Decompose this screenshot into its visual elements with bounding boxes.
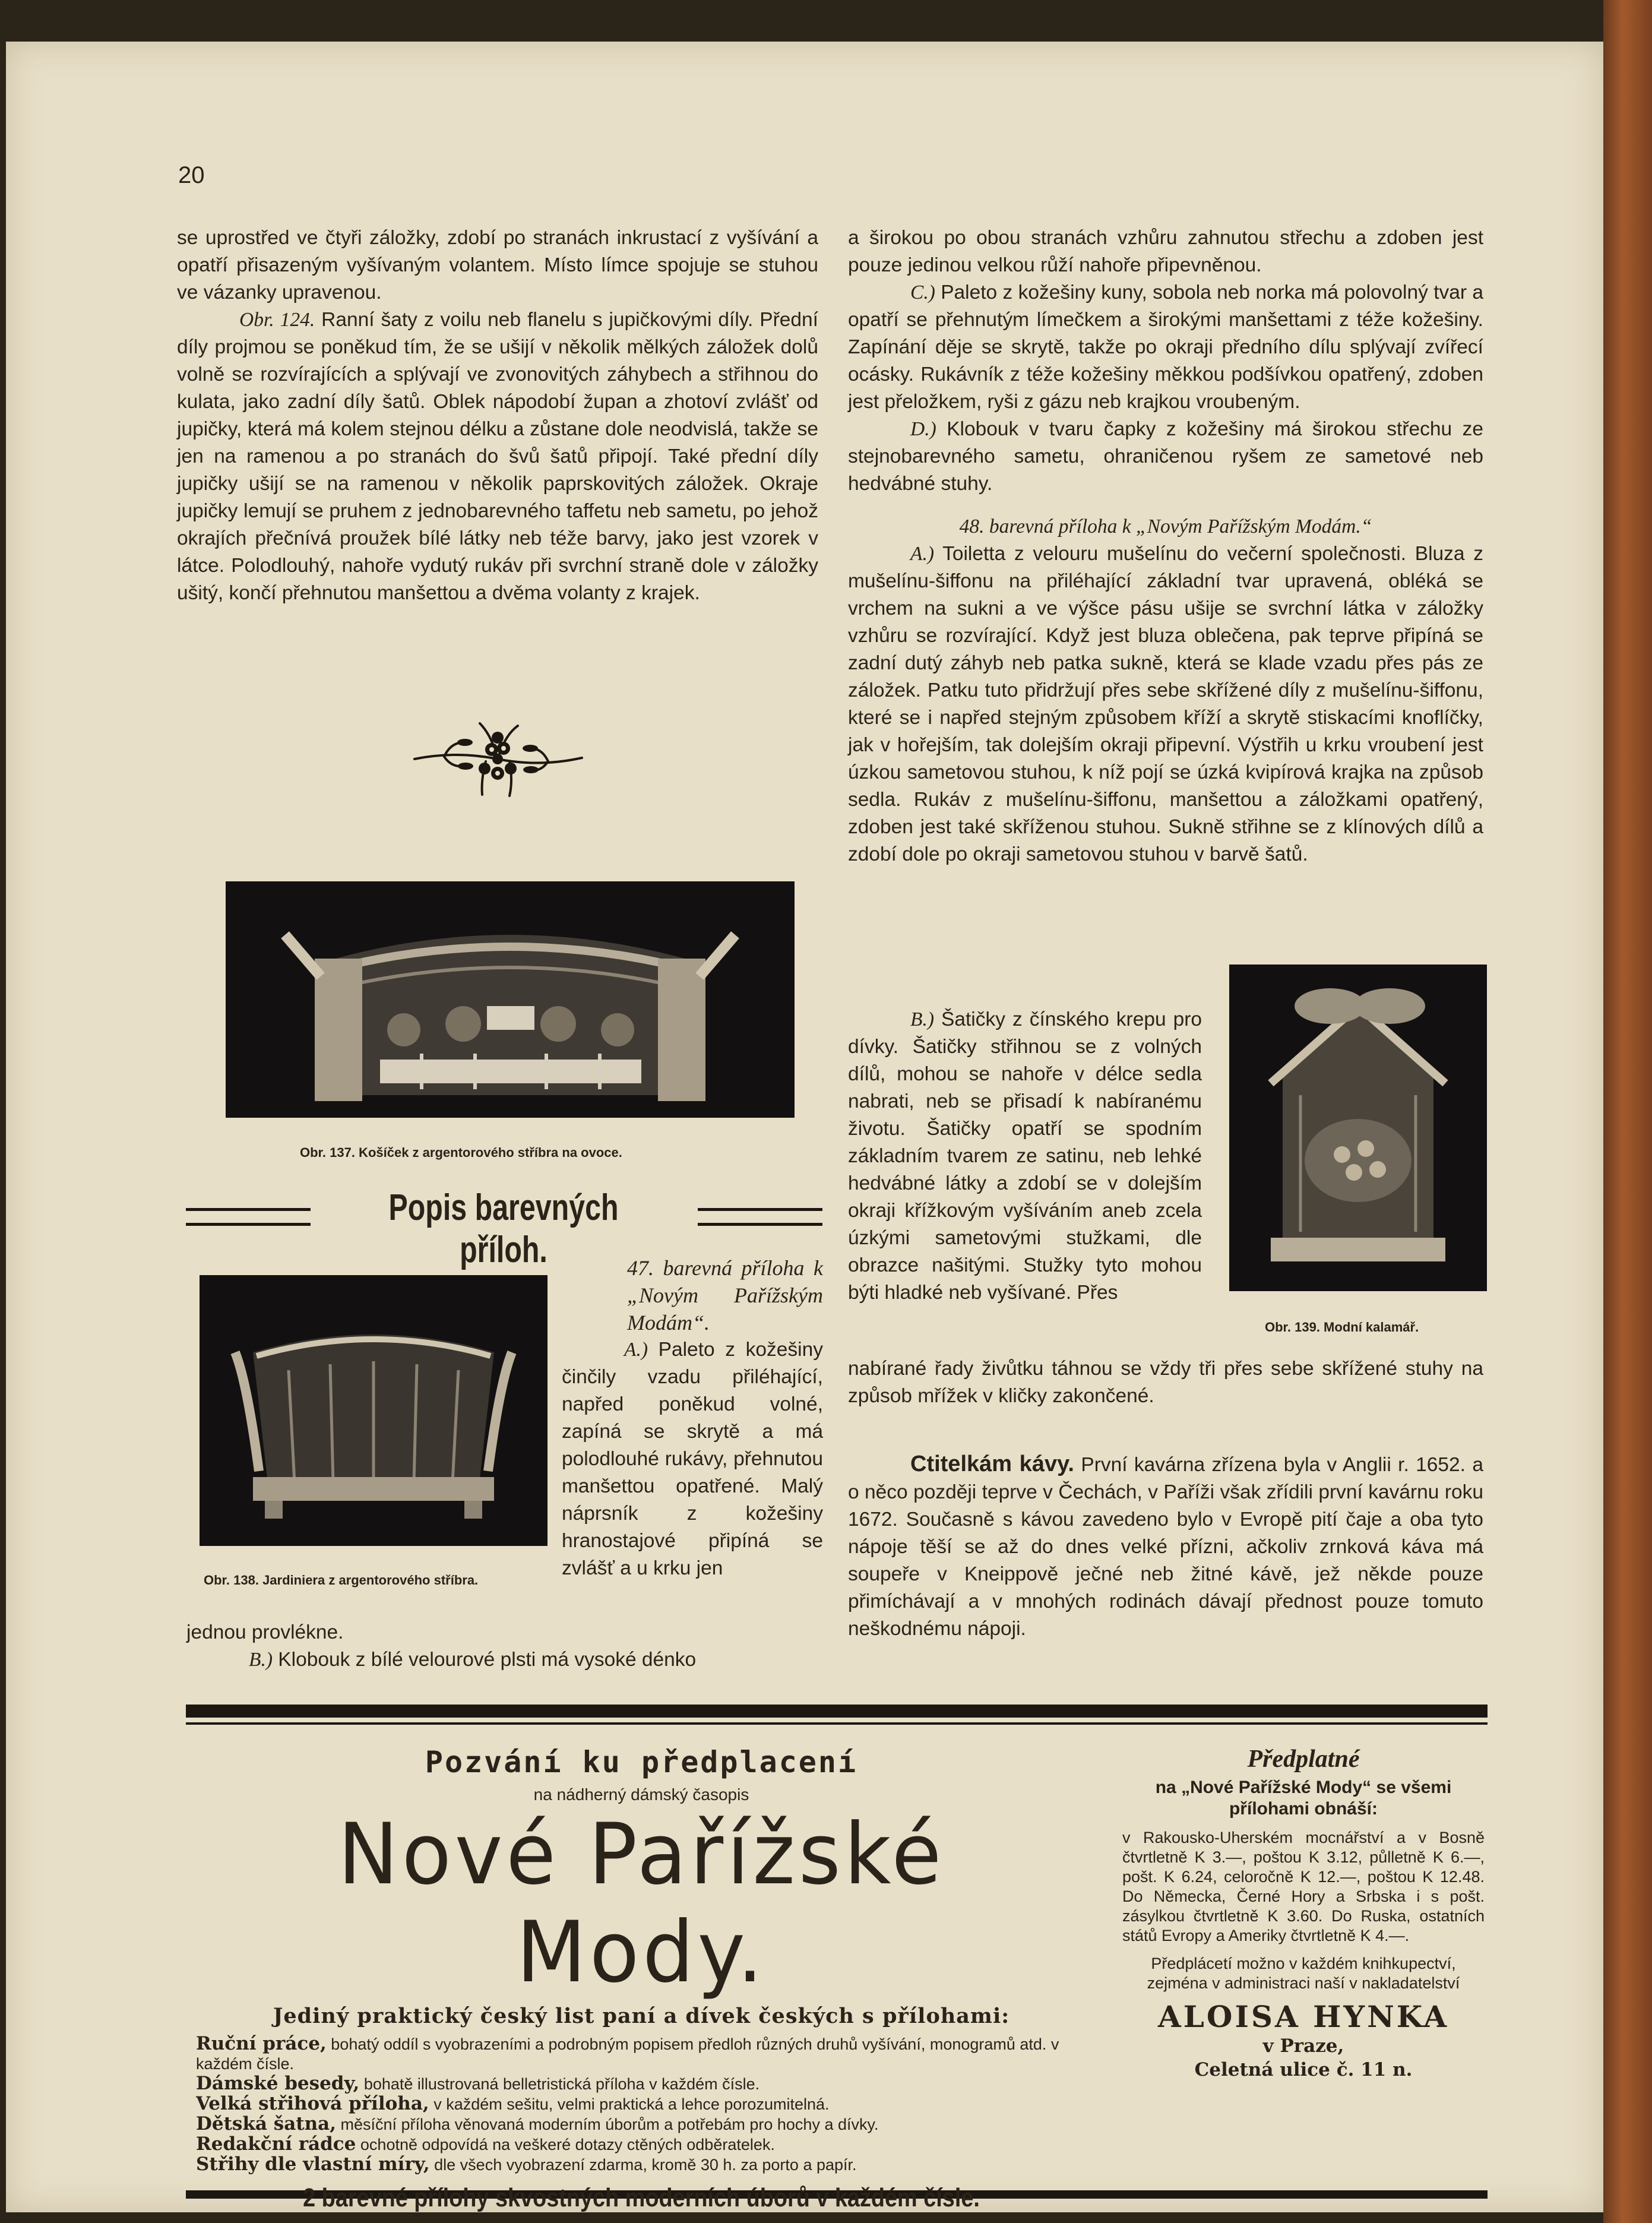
feature-desc: měsíční příloha věnovaná moderním úborům a potřebám pro hochy a dívky. (336, 2116, 879, 2133)
feature-name: Ruční práce, (196, 2033, 327, 2054)
subscription-rates: v Rakousko-Uherském mocnářství a v Bosně čtvrtletně K 3.—, poštou K 3.12, půlletně K 6.—, pošt. K 6.24, celoročně K 12.—, poštou K 12.48. Do Německa, Černé Hory a Srbska i s pošt. zásylkou čtvrtletně K 3.60. Do Ruska, ostatních států Evropy a Ameriky čtvrtletně K 4.—. (1122, 1829, 1485, 1944)
coffee-paragraph (848, 1450, 1483, 1643)
advert-subtitle: na nádherný dámský časopis (533, 1785, 749, 1804)
item-label: A.) (910, 543, 934, 565)
section-title: Popis barevných příloh. (388, 1187, 619, 1270)
coffee-body: První kavárna zřízena byla v Anglii r. 1652. a o něco později teprve v Čechách, v Paříži však zřídili první kavárnu roku 1672. Současně s kávou zavedeno bylo v Evropě pití čaje a oba tyto nápoje těší se až do dnes velké přízni, ačkoliv zrnková káva má soupeře v Kneippově ječné neb žitné kávě, jež někde pouze přimíchávají a v mnohých rodinách dávají přednost pouze tomuto neškodnému nápoji. (848, 1454, 1483, 1640)
paragraph-obr-124 (177, 306, 818, 607)
left-column-text (177, 224, 818, 607)
feature-name: Dámské besedy, (196, 2073, 360, 2094)
plate-47-b (186, 1646, 823, 1674)
item-text: Klobouk z bílé velourové plsti má vysoké dénko (273, 1649, 697, 1671)
fruit-basket-illustration (226, 881, 795, 1118)
feature-desc: bohatý oddíl s vyobrazeními a podrobným popisem předloh různých druhů vyšívání, monogramů atd. v každém čísle. (196, 2035, 1059, 2073)
plate-48-b-text (848, 1006, 1202, 1307)
item-text: Toiletta z velouru mušelínu do večerní společnosti. Bluza z mušelínu-šiffonu na přiléhající základní tvar upravená, obléká se vrchem na sukni a ve výšce pásu ušije se svrchní látka v záložky vzhůru se rozvírající. Když jest bluza oblečena, pak teprve připíná se zadní dutý záhyb neb patka sukně, která se klade vzadu přes pás ze záložek. Patku tuto přidržují přes sebe skřížené díly z mušelínu-šiffonu, které se i napřed stejným způsobem kříží a skrytě stiskacími knoflíčky, jak v hořejším, tak dolejším okraji připevní. Výstřih u krku vroubení jest úzkou sametovou stuhou, k níž pojí se úzká kvipírová krajka na způsob sedla. Rukáv z mušelínu-šiffonu, manšettou a záložkami opatřený, zdoben jest také skříženou stuhou. Sukně střihne se z klínových dílů a zdobí dole po okraji sametovou stuhou v barvě šatů. (848, 543, 1483, 865)
subscription-advert (196, 1745, 1087, 2213)
feature-desc: v každém sešitu, velmi praktická a lehce porozumitelná. (429, 2095, 830, 2113)
item-label: C.) (910, 282, 935, 303)
plate-47-continued (186, 1619, 823, 1674)
plate-47-text (562, 1254, 823, 1582)
photo-jardiniere (200, 1275, 547, 1546)
feature-name: Redakční rádce (196, 2133, 356, 2155)
inkwell-illustration (1229, 965, 1487, 1291)
feature-desc: dle všech vyobrazení zdarma, kromě 30 h. za porto a papír. (429, 2156, 857, 2174)
plate-47-d (848, 416, 1483, 498)
plate-48-b-continued: nabírané řady živůtku táhnou se vždy tři přes sebe skřížené stuhy na způsob mřížek v kličky zakončené. (848, 1358, 1483, 1407)
feature-desc: ochotně odpovídá na veškeré dotazy ctěných odběratelek. (356, 2136, 775, 2154)
advert-final-line: 2 barevné přílohy skvostných moderních úborů v každém čísle. (303, 2183, 980, 2212)
subscription-where: Předplácetí možno v každém knihkupectví, zejména v administraci naší v nakladatelství (1147, 1955, 1460, 1992)
page-number: 20 (178, 162, 205, 188)
item-text: Paleto z kožešiny kuny, sobola neb norka má polovolný tvar a opatří se přehnutým límečkem a širokými manšettami z téže kožešiny. Zapínání děje se skrytě, takže po okraji předního dílu splývají zvířecí ocásky. Rukávník z téže kožešiny měkkou podšívkou opatřený, zdoben jest přeložkem, ryši z gázu neb krajkou vroubeným. (848, 282, 1483, 413)
plate-48-heading: 48. barevná příloha k „Novým Pařížským Modám.“ (959, 516, 1372, 537)
coffee-text (848, 1450, 1483, 1643)
subscription-title: Předplatné (1247, 1745, 1360, 1773)
item-text: Šatičky z čínského krepu pro dívky. Šatičky střihnou se z volných dílů, mohou se nahoře v délce sedla nabrati, neb se přisadí k nabíranému životu. Šatičky opatří se spodním základním tvarem ze satinu, neb lehké hedvábné látky a zdobí se v dolejším okraji křížkovým vyšíváním aneb zcela úzkými sametovými stužkami, dle obrazce našitými. Stužky tyto mohou býti hladké neb vyšívané. Přes (848, 1008, 1202, 1304)
feature-desc: bohatě illustrovaná belletristická příloha v každém čísle. (359, 2075, 760, 2093)
figure-reference: Obr. 124. (239, 309, 315, 331)
title-rule-left (186, 1208, 311, 1226)
item-label: A.) (624, 1339, 648, 1361)
book-spine (1603, 0, 1652, 2223)
feature-item (196, 2135, 1087, 2155)
plate-48-b-continued-block (848, 1355, 1483, 1410)
photo-inkwell (1229, 965, 1487, 1291)
plate-47-a (562, 1336, 823, 1582)
photo-fruit-basket (226, 881, 795, 1118)
publisher-city: v Praze, (1262, 2035, 1344, 2057)
plate-47-a-continued: jednou provlékne. (186, 1621, 344, 1643)
item-text: Klobouk v tvaru čapky z kožešiny má širokou střechu ze stejnobarevného sametu, ohraničenou ryšem ze sametové neb hedvábné stuhy. (848, 418, 1483, 495)
section-title-block (186, 1187, 822, 1270)
subscription-lead: na „Nové Pařížské Mody“ se všemi přílohami obnáší: (1155, 1778, 1452, 1819)
feature-item (196, 2094, 1087, 2114)
right-column-text (848, 224, 1483, 868)
publisher-street: Celetná ulice č. 11 n. (1194, 2059, 1413, 2080)
floral-ornament-icon (409, 712, 587, 807)
coffee-title: Ctitelkám kávy. (910, 1452, 1074, 1476)
feature-item (196, 2034, 1087, 2074)
advert-features (196, 2034, 1087, 2175)
paragraph-continuation: se uprostřed ve čtyři záložky, zdobí po stranách inkrustací z vyšívání a opatří přisazeným vyšívaným volantem. Místo límce spojuje se stuhou ve vázanky upravenou. (177, 227, 818, 303)
feature-name: Dětská šatna, (196, 2113, 337, 2135)
plate-48-b (848, 1006, 1202, 1307)
plate-47-b-continued: a širokou po obou stranách vzhůru zahnutou střechu a zdoben jest pouze jedinou velkou růží nahoře připevněnou. (848, 227, 1483, 276)
jardiniere-illustration (200, 1275, 547, 1546)
paragraph-text: Ranní šaty z voilu neb flanelu s jupičkovými díly. Přední díly projmou se poněkud tím, že se ušijí v několik mělkých záložek dolů volně se rozvírajících a splývají ve zvonovitých záhybech a střihnou do kulata, jako zadní díly šatů. Oblek nápodobí župan a zhotoví zvlášť od jupičky, která má kolem stejnou délku a zůstane dole neodvislá, takže se jen na ramenou a po stranách do švů šatů připojí. Také přední díly jupičky ušijí se na ramenou v několik paprskovitých záložek. Okraje jupičky lemují se pruhem z jednobarevného taffetu neb sametu, po jehož okrajích přečnívá proužek bílé látky neb téže barvy, jako jest vzorek v látce. Polodlouhý, nahoře vydutý rukáv při svrchní straně dole v záložky ušitý, končí přehnutou manšettou a dvěma volanty z krajek. (177, 309, 818, 604)
caption-fig-137: Obr. 137. Košíček z argentorového stříbra na ovoce. (300, 1145, 622, 1160)
item-label: D.) (910, 418, 936, 440)
item-text: Paleto z kožešiny činčily vzadu přiléhající, napřed poněkud volné, zapíná se skrytě a má polodlouhé rukávy, přehnutou manšettou opatřené. Malý náprsník z kožešiny hranostajové připíná se zvlášť a u krku jen (562, 1339, 823, 1579)
feature-item (196, 2074, 1087, 2094)
feature-name: Střihy dle vlastní míry, (196, 2154, 430, 2175)
advert-top-rule (186, 1705, 1488, 1718)
title-rule-right (698, 1208, 822, 1226)
advert-invite: Pozvání ku předplacení (425, 1745, 858, 1779)
plate-47-c (848, 279, 1483, 416)
feature-item (196, 2114, 1087, 2135)
advert-tagline: Jediný praktický český list paní a dívek českých s přílohami: (273, 2004, 1010, 2028)
plate-47-heading: 47. barevná příloha k „Novým Pařížským Modám“. (627, 1256, 823, 1335)
item-label: B.) (249, 1649, 273, 1671)
caption-fig-138: Obr. 138. Jardiniera z argentorového stříbra. (204, 1573, 479, 1588)
caption-fig-139: Obr. 139. Modní kalamář. (1265, 1320, 1419, 1335)
advert-top-thin-rule (186, 1722, 1488, 1725)
publisher-name: ALOISA HYNKA (1157, 1999, 1450, 2034)
item-label: B.) (910, 1008, 934, 1030)
subscription-prices (1122, 1745, 1485, 2082)
feature-name: Velká střihová příloha, (196, 2093, 429, 2114)
magazine-logo: Nové Pařížské Mody. (337, 1805, 945, 2001)
plate-48-a (848, 540, 1483, 868)
feature-item (196, 2155, 1087, 2175)
